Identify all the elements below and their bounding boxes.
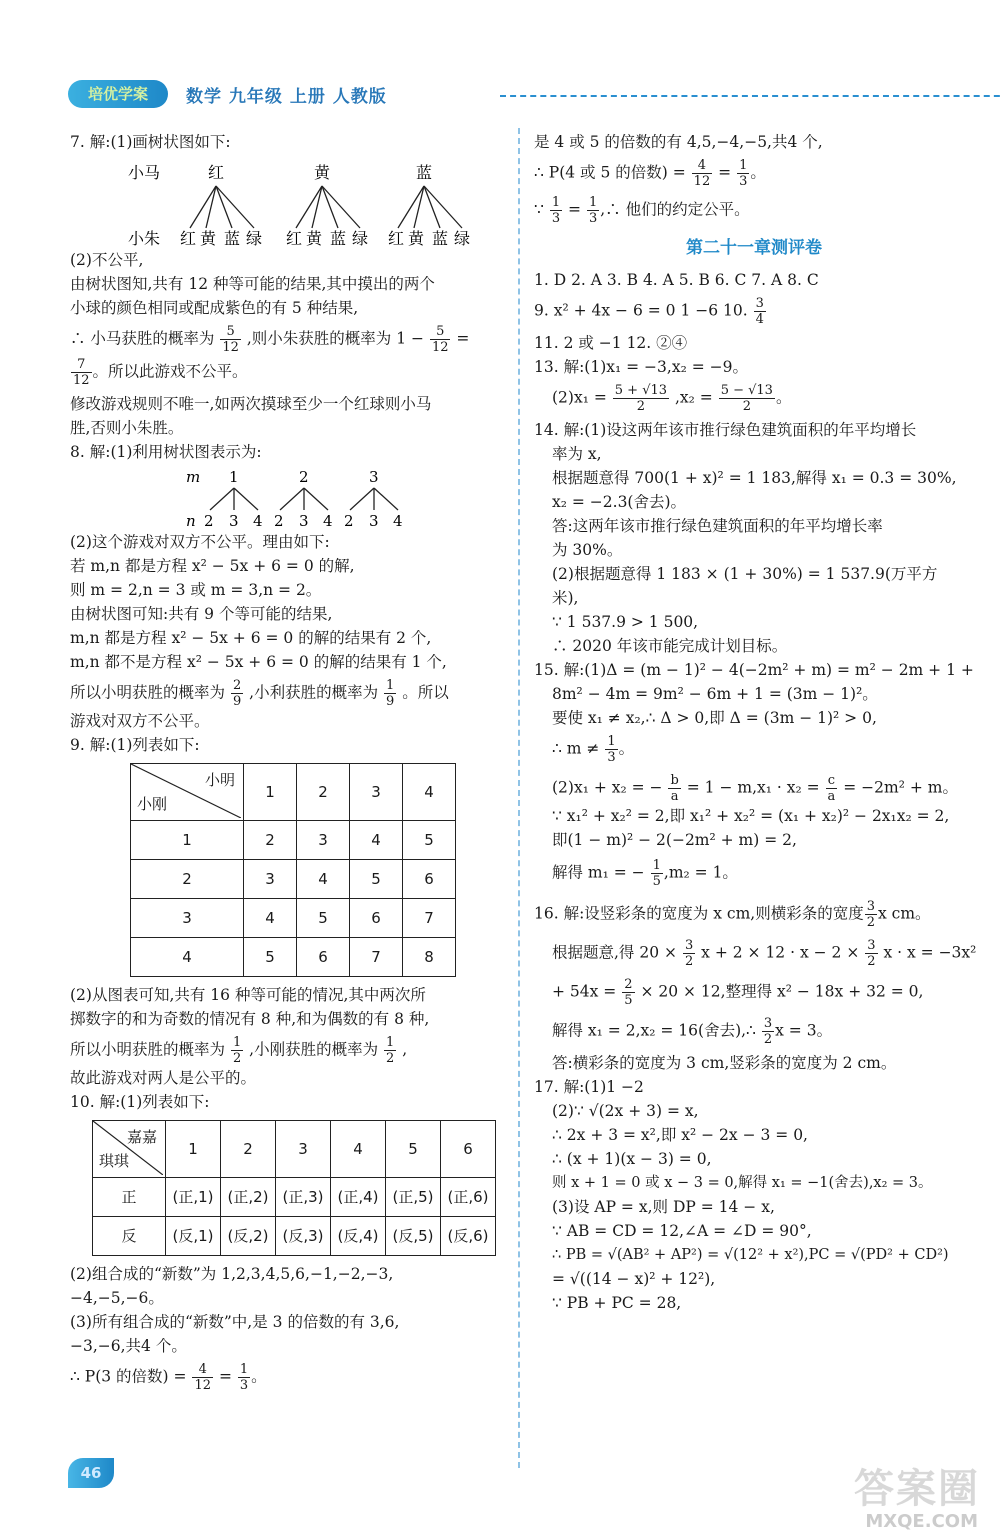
q15-frac-1-3: $\frac{1}{3}$ [607,734,616,765]
right-top-l2b: = [718,163,732,182]
q15-frac-b-a: $\frac{b}{a}$ [670,773,679,804]
q17-line-4: ∴ (x + 1)(x − 3) = 0, [552,1150,712,1168]
answers-9-text: 9. x² + 4x − 6 = 0 1 −6 10. [534,301,748,320]
q9-col-header: 4 [403,764,456,821]
q7-line-6 [70,357,502,388]
q9-frac-1-2b: $\frac{1}{2}$ [386,1035,395,1066]
right-top-line-2 [534,158,974,189]
q9-col-header: 3 [350,764,403,821]
q9-frac-1-2a: $\frac{1}{2}$ [232,1035,242,1066]
q9-line-4 [70,1035,502,1066]
q7-line-7: 修改游戏规则不唯一,如两次摸球至少一个红球则小马 [70,395,432,413]
q16-line-4 [534,1016,974,1047]
q7-leaf: 蓝 [330,229,347,246]
q9-line-1: 9. 解:(1)列表如下: [70,736,200,754]
q17-line-2: (2)∵ √(2x + 3) = x, [552,1102,699,1120]
q16-line-5: 答:横彩条的宽度为 3 cm,竖彩条的宽度为 2 cm。 [552,1054,897,1072]
q7-tree-top-1: 红 [208,163,225,182]
book-title: 数学 九年级 上册 人教版 [186,87,387,107]
left-column [70,130,502,1393]
q9-corner-cell [131,764,244,821]
q7-tree-diagram [70,156,502,246]
q16-l3b: × 20 × 12,整理得 x² − 18x + 32 = 0, [640,982,924,1001]
question-8 [70,440,502,733]
q16-l2c: x · x = −3x² [883,943,977,962]
q7-tree-top-0: 小马 [128,163,161,182]
q8-line-9: 游戏对双方不公平。 [70,712,210,730]
q9-col-header: 2 [297,764,350,821]
q16-l3a: + 54x = [552,982,617,1001]
q10-col-header: 4 [331,1121,386,1178]
q10-frac-4-12: $\frac{4}{12}$ [194,1362,211,1393]
frac-4-12: $\frac{4}{12}$ [693,158,711,189]
frac-1-3-d: $\frac{1}{3}$ [588,195,598,226]
q7-line-5 [70,324,502,355]
q16-frac-2-5: $\frac{2}{5}$ [624,977,633,1008]
table-row: 反 (反,1) (反,2) (反,3) (反,4) (反,5) (反,6) [93,1217,496,1256]
q15-line-1: 15. 解:(1)Δ = (m − 1)² − 4(−2m² + m) = m² − 2m + 1 + [534,661,974,679]
q7-leaf: 绿 [454,229,471,246]
q13-line-2 [534,383,974,414]
q14-line-4: x₂ = −2.3(舍去)。 [552,493,687,511]
header-dashed-rule [500,95,1000,97]
q10-frac-1-3: $\frac{1}{3}$ [239,1362,249,1393]
q16-l2a: 根据题意,得 20 × [552,943,677,962]
q7-leaf: 绿 [352,229,369,246]
q15-line-4 [534,734,974,765]
table-row: 正 (正,1) (正,2) (正,3) (正,4) (正,5) (正,6) [93,1178,496,1217]
q7-line-3: 由树状图知,共有 12 种等可能的结果,其中摸出的两个 [70,275,435,293]
q7-l5a: ∴ 小马获胜的概率为 [70,329,215,348]
q13-l2c: 。 [775,388,792,407]
q15-l4b: 。 [618,739,635,758]
q14-line-3: 根据题意得 700(1 + x)² = 1 183,解得 x₁ = 0.3 = 30%, [552,469,957,487]
q7-line-2: (2)不公平, [70,251,144,269]
q8-tree-top-3: 3 [369,468,379,486]
q9-corner-bottom: 小刚 [137,795,168,813]
q9-line-5: 故此游戏对两人是公平的。 [70,1069,257,1087]
series-logo: 培优学案 [68,80,168,108]
q9-line-3: 掷数字的和为奇数的情况有 8 种,和为偶数的有 8 种, [70,1010,430,1028]
q7-l5c: = [456,329,470,348]
q14-line-1: 14. 解:(1)设这两年该市推行绿色建筑面积的年平均增长 [534,421,917,439]
q7-leaf: 蓝 [432,229,449,246]
q7-line-1: 7. 解:(1)画树状图如下: [70,133,231,151]
q13-line-1: 13. 解:(1)x₁ = −3,x₂ = −9。 [534,358,748,376]
question-13 [534,355,974,414]
q7-leaf: 蓝 [224,229,241,246]
column-divider [518,128,520,1468]
q8-leaf: 2 [204,512,214,528]
q15-l5c: = −2m² + m。 [843,778,958,797]
q8-line-6: m,n 都是方程 x² − 5x + 6 = 0 的解的结果有 2 个, [70,629,432,647]
question-7 [70,130,502,440]
q7-tree-top-3: 蓝 [416,163,433,182]
q8-line-4: 则 m = 2,n = 3 或 m = 3,n = 2。 [70,581,322,599]
question-10 [70,1090,502,1393]
q8-tree-bottom-n: n [186,512,196,528]
q10-col-header: 6 [441,1121,496,1178]
q15-l8a: 解得 m₁ = − [552,863,645,882]
right-top-l3c: ,∴ 他们的约定公平。 [600,200,750,219]
answers-1-8: 1. D 2. A 3. B 4. A 5. B 6. C 7. A 8. C [534,271,819,289]
q10-l6b: = [218,1367,232,1386]
q13-frac-a: $\frac{5 + √13}{2}$ [614,383,668,414]
q8-tree-top-1: 1 [229,468,239,486]
q14-line-7: (2)根据题意得 1 183 × (1 + 30%) = 1 537.9(万平方 [552,565,938,583]
q7-leaf: 红 [180,229,197,246]
question-17 [534,1075,974,1315]
q9-l4b: ,小刚获胜的概率为 [249,1040,379,1059]
q8-leaf: 4 [393,512,403,528]
q17-line-8: ∴ PB = √(AB² + AP²) = √(12² + x²),PC = √(PD² + CD²) [552,1247,949,1263]
q15-line-3: 要使 x₁ ≠ x₂,∴ Δ > 0,即 Δ = (3m − 1)² > 0, [552,709,877,727]
q10-col-header: 5 [386,1121,441,1178]
q7-tree-top-2: 黄 [314,163,331,182]
q15-line-8 [534,858,974,889]
frac-3-4: $\frac{3}{4}$ [755,296,764,327]
q7-tree-bottom-0: 小朱 [128,229,161,246]
q7-tree-svg [70,156,500,246]
q10-l6c: 。 [251,1367,267,1386]
answers-9-10 [534,296,974,327]
q10-line-5: −3,−6,共4 个。 [70,1337,187,1355]
q15-l4a: ∴ m ≠ [552,739,600,758]
q7-frac-7-12: $\frac{7}{12}$ [73,357,90,388]
q8-leaf: 3 [299,512,309,528]
table-row: 3 4 5 6 7 [131,899,456,938]
q16-l4a: 解得 x₁ = 2,x₂ = 16(舍去),∴ [552,1021,756,1040]
page-header [68,78,973,112]
q17-line-6: (3)设 AP = x,则 DP = 14 − x, [552,1198,775,1216]
question-9 [70,733,502,1090]
q8-leaf: 2 [274,512,284,528]
question-14 [534,418,974,658]
q9-line-2: (2)从图表可知,共有 16 种等可能的情况,其中两次所 [70,986,426,1004]
q8-leaf: 3 [229,512,239,528]
q9-col-header: 1 [244,764,297,821]
right-top-l3b: = [568,200,582,219]
right-top-line-1: 是 4 或 5 的倍数的有 4,5,−4,−5,共4 个, [534,133,823,151]
q10-corner-cell [93,1121,166,1178]
q17-line-1: 17. 解:(1)1 −2 [534,1078,644,1096]
q15-line-5 [534,773,974,804]
q15-frac-1-5: $\frac{1}{5}$ [652,858,661,889]
q8-leaf: 3 [369,512,379,528]
right-top-line-3 [534,195,974,226]
q15-line-7: 即(1 − m)² − 2(−2m² + m) = 2, [552,831,797,849]
table-row: 2 3 4 5 6 [131,860,456,899]
q10-col-header: 3 [276,1121,331,1178]
q8-line-8 [70,678,502,709]
q16-l1b: x cm。 [877,904,931,923]
answers-11-12: 11. 2 或 −1 12. ②④ [534,334,688,352]
table-row: 1 2 3 4 5 [131,821,456,860]
q15-l8b: ,m₂ = 1。 [663,863,738,882]
q8-line-5: 由树状图可知:共有 9 个等可能的结果, [70,605,333,623]
section-title: 第二十一章测评卷 [686,238,822,258]
watermark-logo: 答案圈 [854,1466,980,1512]
q15-frac-c-a: $\frac{c}{a}$ [827,773,836,804]
right-top-l2c: 。 [750,163,766,182]
right-column [534,130,977,1315]
q10-continuation [534,130,974,226]
q10-corner-top: 嘉嘉 [126,1128,157,1146]
q16-line-3 [534,977,974,1008]
q17-line-9: = √((14 − x)² + 12²), [552,1270,716,1288]
q8-line-2: (2)这个游戏对双方不公平。理由如下: [70,533,330,551]
q16-frac-3-2d: $\frac{3}{2}$ [763,1016,773,1047]
q8-leaf: 2 [344,512,354,528]
q8-leaf: 4 [253,512,263,528]
watermark-url: MXQE.COM [865,1511,978,1532]
q7-l6: 。所以此游戏不公平。 [92,362,248,381]
q8-leaf: 4 [323,512,333,528]
q15-line-6: ∵ x₁² + x₂² = 2,即 x₁² + x₂² = (x₁ + x₂)² − 2x₁x₂ = 2, [552,807,950,825]
q17-line-10: ∵ PB + PC = 28, [552,1294,682,1312]
q8-tree-top-2: 2 [299,468,309,486]
q10-line-2: (2)组合成的“新数”为 1,2,3,4,5,6,−1,−2,−3, [70,1265,394,1283]
q17-line-7: ∵ AB = CD = 12,∠A = ∠D = 90°, [552,1222,812,1240]
q10-line-1: 10. 解:(1)列表如下: [70,1093,210,1111]
q17-line-5: 则 x + 1 = 0 或 x − 3 = 0,解得 x₁ = −1(舍去),x₂ = 3。 [552,1175,933,1191]
q7-leaf: 黄 [306,229,323,246]
q15-l5a: (2)x₁ + x₂ = − [552,778,663,797]
q8-l8a: 所以小明获胜的概率为 [70,683,226,702]
table-row: 4 5 6 7 8 [131,938,456,977]
q7-leaf: 黄 [408,229,425,246]
q15-line-2: 8m² − 4m = 9m² − 6m + 1 = (3m − 1)²。 [552,685,878,703]
q14-line-5: 答:这两年该市推行绿色建筑面积的年平均增长率 [552,517,883,535]
q9-table [130,763,456,977]
q8-l8b: ,小利获胜的概率为 [249,683,379,702]
q16-l1a: 16. 解:设竖彩条的宽度为 x cm,则横彩条的宽度 [534,904,864,923]
q7-leaf: 黄 [200,229,217,246]
q13-l2a: (2)x₁ = [552,388,607,407]
q8-tree-diagram [70,466,502,528]
q8-tree-svg [70,466,500,528]
question-15 [534,658,974,889]
q7-l5b: ,则小朱获胜的概率为 1 − [246,329,424,348]
q7-frac-5-12b: $\frac{5}{12}$ [431,324,449,355]
q10-l6a: ∴ P(3 的倍数) = [70,1367,187,1386]
q16-line-1 [534,899,974,930]
frac-1-3: $\frac{1}{3}$ [739,158,748,189]
frac-1-3-c: $\frac{1}{3}$ [551,195,561,226]
q10-line-6 [70,1362,502,1393]
q9-l4a: 所以小明获胜的概率为 [70,1040,226,1059]
question-16 [534,899,977,1075]
q7-leaf: 红 [286,229,303,246]
q10-col-header: 2 [221,1121,276,1178]
q8-frac-1-9: $\frac{1}{9}$ [386,678,395,709]
q14-line-2: 率为 x, [552,445,602,463]
q14-line-6: 为 30%。 [552,541,623,559]
right-top-l2a: ∴ P(4 或 5 的倍数) = [534,163,686,182]
q16-frac-3-2b: $\frac{3}{2}$ [684,938,694,969]
q16-l2b: x + 2 × 12 · x − 2 × [701,943,860,962]
q10-table [92,1120,496,1256]
q8-line-7: m,n 都不是方程 x² − 5x + 6 = 0 的解的结果有 1 个, [70,653,447,671]
q16-line-2 [534,938,977,969]
q14-line-10: ∴ 2020 年该市能完成计划目标。 [552,637,788,655]
q8-line-1: 8. 解:(1)利用树状图表示为: [70,443,262,461]
q7-leaf: 绿 [246,229,263,246]
q17-line-3: ∴ 2x + 3 = x²,即 x² − 2x − 3 = 0, [552,1126,808,1144]
page-number: 46 [68,1458,114,1488]
q13-l2b: ,x₂ = [674,388,713,407]
q7-frac-5-12: $\frac{5}{12}$ [222,324,239,355]
q10-corner-bottom: 琪琪 [99,1152,130,1170]
q10-line-4: (3)所有组合成的“新数”中,是 3 的倍数的有 3,6, [70,1313,400,1331]
q14-line-9: ∵ 1 537.9 > 1 500, [552,613,699,631]
q9-l4c: , [402,1040,408,1059]
q13-frac-b: $\frac{5 - √13}{2}$ [720,383,773,414]
q7-line-8: 胜,否则小朱胜。 [70,419,184,437]
q7-leaf: 红 [388,229,405,246]
q10-col-header: 1 [166,1121,221,1178]
q8-l8c: 。所以 [402,683,449,702]
right-top-l3a: ∵ [534,200,544,219]
q16-frac-3-2c: $\frac{3}{2}$ [867,938,876,969]
q7-line-4: 小球的颜色相同或配成紫色的有 5 种结果, [70,299,359,317]
q16-frac-3-2: $\frac{3}{2}$ [866,899,875,930]
q8-tree-top-m: m [186,468,201,486]
q10-line-3: −4,−5,−6。 [70,1289,164,1307]
q9-corner-top: 小明 [204,771,235,789]
q14-line-8: 米), [552,589,579,607]
q8-frac-2-9: $\frac{2}{9}$ [232,678,242,709]
q16-l4b: x = 3。 [775,1021,833,1040]
q15-l5b: = 1 − m,x₁ · x₂ = [686,778,820,797]
q8-line-3: 若 m,n 都是方程 x² − 5x + 6 = 0 的解, [70,557,355,575]
